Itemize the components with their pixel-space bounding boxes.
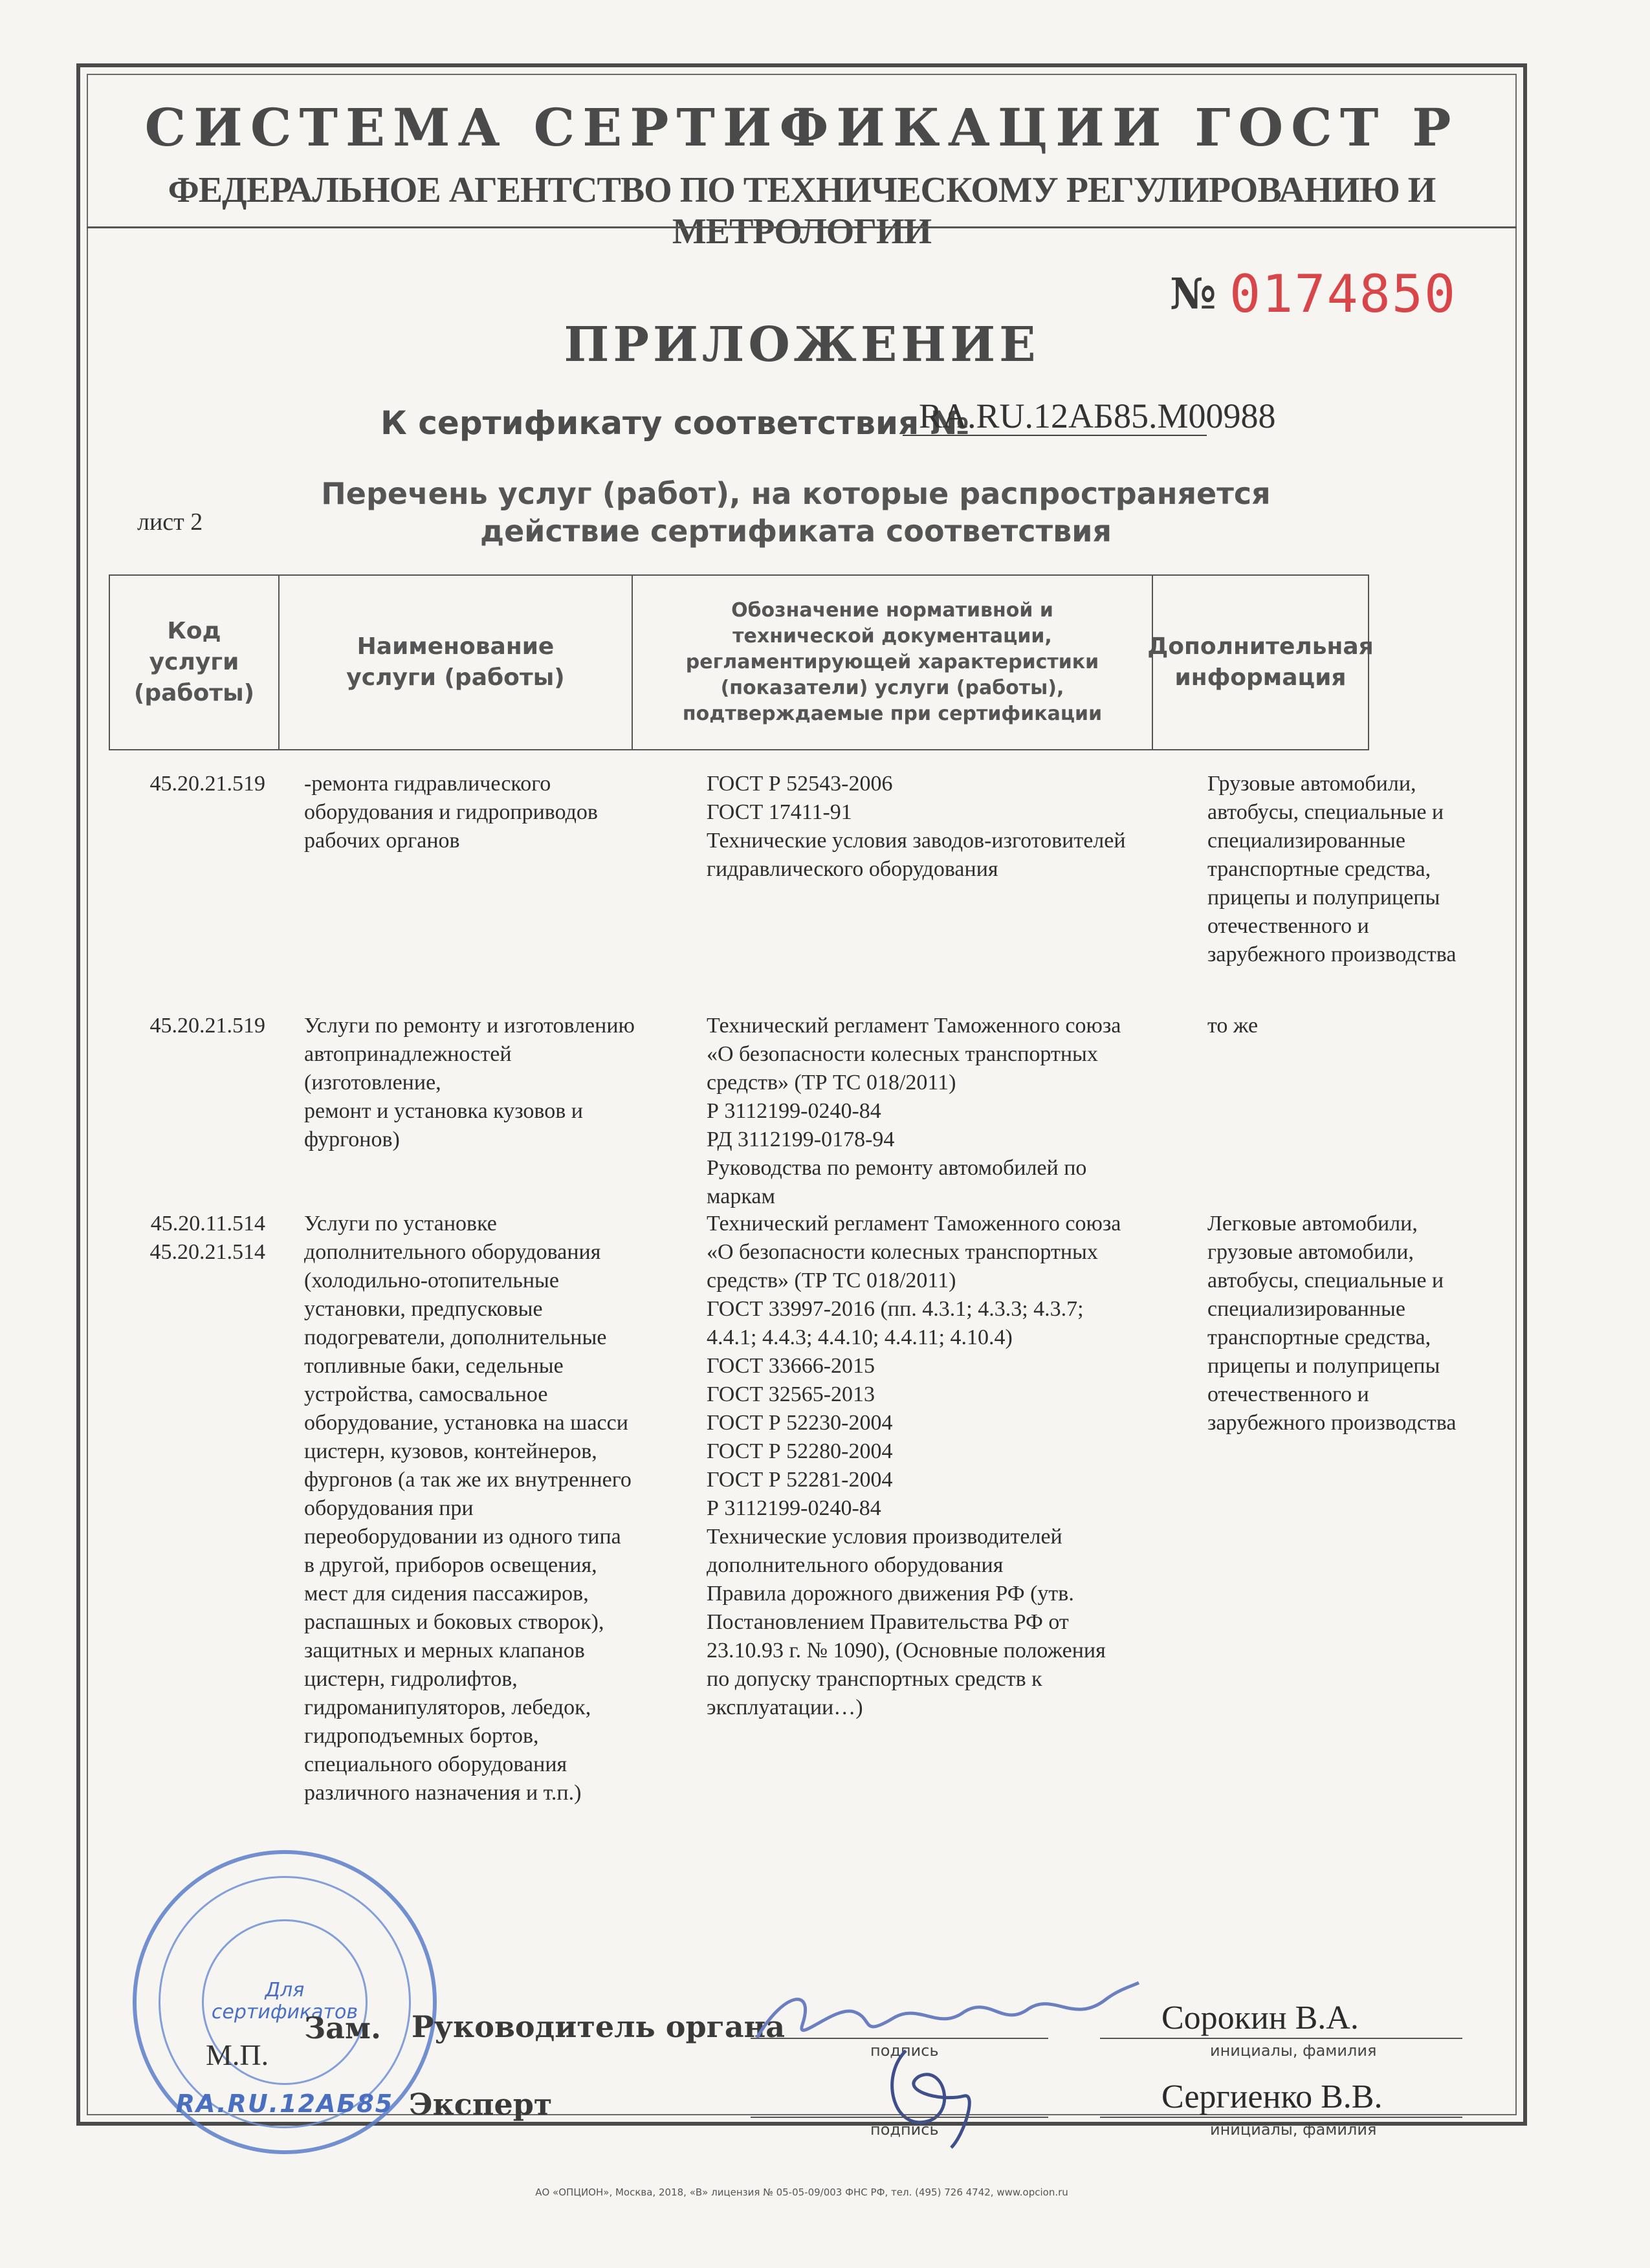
header-info: Дополнительная информация xyxy=(1147,633,1374,691)
row2-info: то же xyxy=(1207,1014,1259,1038)
stamp-center-text: Для сертификатов xyxy=(211,1979,358,2023)
row1-code: 45.20.21.519 xyxy=(149,772,265,796)
row3-name: Услуги по установке дополнительного оборудования (холодильно-отопительные установки, предпусковые подогреватели, дополнительные топливные баки, седельные устройства, самосвальное оборудование, установка на шасси цистерн, кузовов, контейнеров, фургонов (а так же их внутреннего оборудования при переоборудовании из одного типа в другой, приборов освещения, мест для сидения пассажиров, распашных и боковых створок), защитных и мерных клапанов цистерн, гидролифтов, гидроманипуляторов, лебедок, гидроподъемных бортов, специального оборудования различного назначения и т.п.) xyxy=(304,1212,632,1805)
head-name-line xyxy=(1100,2038,1462,2039)
row1-info: Грузовые автомобили, автобусы, специальные и специализированные транспортные средства, прицепы и полуприцепы отечественного и зарубежного производства xyxy=(1207,772,1457,966)
sheet-label: лист 2 xyxy=(137,508,203,536)
certificate-number-underline xyxy=(903,435,1207,436)
row3-info: Легковые автомобили, грузовые автомобили, автобусы, специальные и специализированные транспортные средства, прицепы и полуприцепы отечественного и зарубежного производства xyxy=(1207,1212,1457,1435)
appendix-title: ПРИЛОЖЕНИЕ xyxy=(564,317,1040,373)
footer-print-info: АО «ОПЦИОН», Москва, 2018, «В» лицензия № 05-05-09/003 ФНС РФ, тел. (495) 726 4742, www.opcion.ru xyxy=(535,2186,1068,2198)
deputy-label: Зам. xyxy=(304,2011,381,2045)
row2-code: 45.20.21.519 xyxy=(149,1014,265,1038)
seal-place-label: М.П. xyxy=(206,2038,269,2071)
list-title xyxy=(304,475,1288,550)
header-divider xyxy=(87,226,1517,228)
certificate-label: К сертификату соответствия № xyxy=(380,404,969,442)
stamp-id: RA.RU.12АБ85 xyxy=(175,2089,394,2118)
row2-name: Услуги по ремонту и изготовлению автопринадлежностей (изготовление, ремонт и установка кузовов и фургонов) xyxy=(304,1014,635,1151)
row1-name: -ремонта гидравлического оборудования и гидроприводов рабочих органов xyxy=(304,772,598,853)
expert-name: Сергиенко В.В. xyxy=(1161,2078,1383,2115)
row3-doc: Технический регламент Таможенного союза «О безопасности колесных транспортных средств» (ТР ТС 018/2011) ГОСТ 33997-2016 (пп. 4.3.1; 4.3.3; 4.3.7; 4.4.1; 4.4.3; 4.4.10; 4.4.11; 4.10.4) ГОСТ 33666-2015 ГОСТ 32565-2013 ГОСТ Р 52230-2004 ГОСТ Р 52280-2004 ГОСТ Р 52281-2004 Р 3112199-0240-84 Технические условия производителей дополнительного оборудования Правила дорожного движения РФ (утв. Постановлением Правительства РФ от 23.10.93 г. № 1090), (Основные положения по допуску транспортных средств к эксплуатации…) xyxy=(707,1212,1121,1719)
head-signature-caption: подпись xyxy=(870,2042,939,2060)
head-name: Сорокин В.А. xyxy=(1161,2000,1359,2036)
row2-doc: Технический регламент Таможенного союза «О безопасности колесных транспортных средств» (ТР ТС 018/2011) Р 3112199-0240-84 РД 3112199-0178-94 Руководства по ремонту автомобилей по маркам xyxy=(707,1014,1121,1208)
expert-label: Эксперт xyxy=(409,2087,553,2122)
expert-signature-line xyxy=(751,2117,1048,2118)
row1-doc: ГОСТ Р 52543-2006 ГОСТ 17411-91 Технические условия заводов-изготовителей гидравлического оборудования xyxy=(707,772,1126,881)
system-title: СИСТЕМА СЕРТИФИКАЦИИ ГОСТ Р xyxy=(144,97,1459,158)
row3-code: 45.20.11.514 45.20.21.514 xyxy=(149,1212,265,1264)
certificate-number: RA.RU.12АБ85.М00988 xyxy=(919,397,1276,435)
expert-signature-caption: подпись xyxy=(870,2121,939,2139)
list-title-line1: Перечень услуг (работ), на которые распространяется xyxy=(321,476,1271,511)
header-name: Наименование услуги (работы) xyxy=(346,633,565,691)
expert-name-line xyxy=(1100,2117,1462,2118)
list-title-line2: действие сертификата соответствия xyxy=(479,514,1112,549)
head-name-caption: инициалы, фамилия xyxy=(1210,2042,1377,2060)
header-code: Код услуги (работы) xyxy=(133,618,255,706)
agency-title: ФЕДЕРАЛЬНОЕ АГЕНТСТВО ПО ТЕХНИЧЕСКОМУ РЕГУЛИРОВАНИЮ И МЕТРОЛОГИИ xyxy=(168,170,1436,252)
doc-number-label: № xyxy=(1170,268,1216,319)
doc-number: 0174850 xyxy=(1229,264,1457,324)
head-label: Руководитель органа xyxy=(412,2009,786,2044)
header-doc: Обозначение нормативной и технической документации, регламентирующей характеристики (показатели) услуги (работы), подтверждаемые при сертификации xyxy=(682,599,1103,725)
expert-name-caption: инициалы, фамилия xyxy=(1210,2121,1377,2139)
